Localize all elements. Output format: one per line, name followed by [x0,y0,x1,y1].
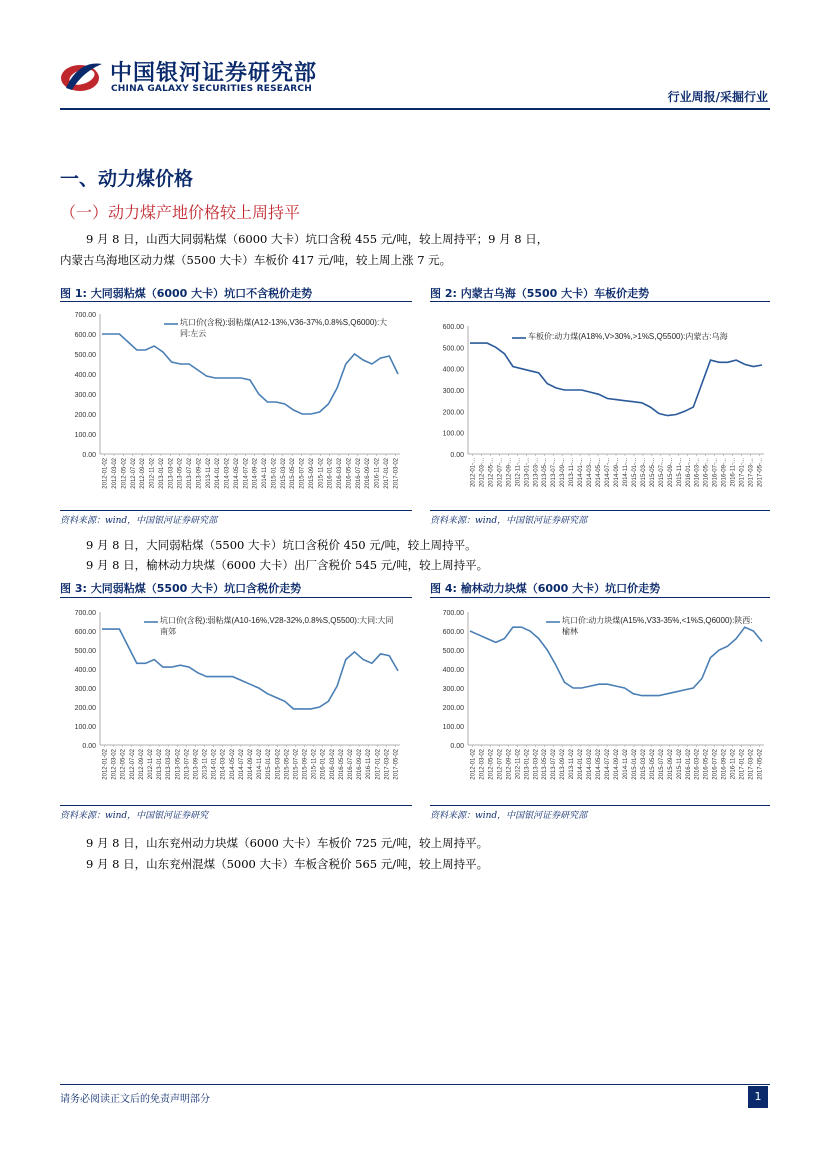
x-tick-label: 2015-03-... [640,458,647,488]
x-tick-label: 2013-01-... [524,458,531,488]
figure-1-source: 资料来源：wind，中国银河证券研究部 [60,516,218,526]
x-tick-label: 2012-03-02 [111,749,118,780]
x-tick-label: 2017-01-02 [375,749,382,780]
x-tick-label: 2014-01-02 [215,458,222,489]
y-tick-label: 100.00 [442,724,464,731]
x-tick-label: 2015-01-02 [631,749,638,780]
y-tick-label: 0.00 [450,452,464,459]
y-tick-label: 0.00 [450,743,464,750]
y-tick-label: 400.00 [442,366,464,374]
subsection-heading: （一）动力煤产地价格较上周持平 [60,203,301,222]
legend-label: 车板价:动力煤(A18%,V>30%,>1%S,Q5500):内蒙古:乌海 [528,332,728,341]
x-tick-label: 2015-03-02 [275,749,282,780]
section-heading: 一、动力煤价格 [60,168,194,190]
paragraph-1-line-1: 9 月 8 日，山西大同弱粘煤（6000 大卡）坑口含税 455 元/吨，较上周持平；9 月 8 日， [86,232,549,246]
x-tick-label: 2014-03-... [587,458,594,488]
x-tick-label: 2016-05-02 [346,458,353,489]
y-tick-label: 700.00 [74,312,96,319]
line-chart-svg [60,304,412,508]
x-tick-label: 2015-03-02 [280,458,287,489]
y-tick-label: 200.00 [74,705,96,712]
x-tick-label: 2013-11-02 [205,458,212,489]
x-tick-label: 2016-11-... [730,458,737,487]
x-tick-label: 2013-09-02 [560,749,567,780]
x-tick-label: 2017-03-... [748,458,755,488]
x-tick-label: 2013-03-... [533,458,540,488]
x-tick-label: 2012-05-02 [488,749,495,780]
figure-1-chart [60,304,412,508]
x-tick-label: 2012-09-02 [138,749,145,780]
x-tick-label: 2015-09-02 [308,458,315,489]
figure-3-title: 图 3: 大同弱粘煤（5500 大卡）坑口含税价走势 [60,582,302,595]
x-tick-label: 2013-07-02 [184,749,191,780]
y-tick-label: 400.00 [74,667,96,674]
page-number: 1 [748,1086,768,1108]
y-tick-label: 0.00 [82,743,96,750]
x-tick-label: 2013-09-... [560,458,567,488]
figure-3-source: 资料来源：wind，中国银河证券研究 [60,811,209,821]
line-chart-svg [430,304,770,508]
x-tick-label: 2013-11-... [569,458,576,487]
x-tick-label: 2016-11-02 [730,749,737,780]
x-tick-label: 2016-01-02 [685,749,692,780]
figure-2-bottom-rule [430,510,770,511]
x-tick-label: 2016-07-02 [348,749,354,780]
x-tick-label: 2015-11-02 [311,749,318,780]
y-tick-label: 200.00 [74,412,96,419]
x-tick-label: 2015-11-... [676,458,683,487]
x-tick-label: 2014-05-02 [233,458,240,489]
x-tick-label: 2017-05-02 [393,749,400,780]
x-tick-label: 2015-09-02 [302,749,309,780]
x-tick-label: 2016-07-... [712,458,719,488]
x-tick-label: 2013-07-... [551,458,558,488]
x-tick-label: 2013-03-02 [533,749,540,780]
x-tick-label: 2012-01-02 [470,749,477,780]
x-tick-label: 2015-11-02 [676,749,683,780]
x-tick-label: 2017-01-... [739,458,746,488]
x-tick-label: 2014-05-02 [596,749,603,780]
y-tick-label: 300.00 [74,686,96,693]
x-tick-label: 2016-05-02 [338,749,345,780]
paragraph-3: 9 月 8 日，榆林动力块煤（6000 大卡）出厂含税价 545 元/吨，较上周持平。 [86,558,489,572]
y-tick-label: 500.00 [442,345,464,353]
x-tick-label: 2016-09-02 [365,458,372,489]
y-tick-label: 200.00 [442,705,464,712]
x-tick-label: 2014-09-... [614,458,620,488]
x-tick-label: 2013-05-02 [542,749,549,780]
x-tick-label: 2013-09-02 [196,458,203,489]
figure-2-chart [430,304,770,508]
x-tick-label: 2017-03-02 [384,749,391,780]
x-tick-label: 2014-09-02 [252,458,259,489]
y-tick-label: 400.00 [442,667,464,674]
y-tick-label: 300.00 [74,392,96,399]
x-tick-label: 2014-01-... [578,458,585,488]
x-tick-label: 2012-01-02 [102,458,109,489]
x-tick-label: 2013-03-02 [166,749,173,780]
y-tick-label: 400.00 [74,372,96,379]
x-tick-label: 2016-01-02 [327,458,334,489]
x-tick-label: 2015-05-02 [649,749,656,780]
x-tick-label: 2015-07-02 [299,458,306,489]
x-tick-label: 2014-09-02 [248,749,254,780]
figure-4-chart [430,600,770,802]
x-tick-label: 2015-07-02 [658,749,665,780]
x-tick-label: 2013-01-02 [157,749,164,780]
x-tick-label: 2012-09-02 [506,749,513,780]
x-tick-label: 2014-01-02 [211,749,218,780]
x-tick-label: 2012-05-... [488,458,495,488]
x-tick-label: 2016-01-... [685,458,692,488]
galaxy-logo-icon [60,58,104,94]
x-tick-label: 2017-05-... [757,458,764,488]
y-tick-label: 100.00 [74,432,96,439]
legend-label: 坑口价(含税):弱粘煤(A10-16%,V28-32%,0.8%S,Q5500):大同:大同南郊 [160,616,394,636]
x-tick-label: 2015-03-02 [640,749,647,780]
figure-1-top-rule [60,301,412,302]
x-tick-label: 2014-07-... [605,458,612,488]
x-tick-label: 2016-05-... [703,458,710,488]
x-tick-label: 2015-07-02 [293,749,300,780]
x-tick-label: 2015-11-02 [318,458,325,489]
y-tick-label: 100.00 [442,430,464,438]
x-tick-label: 2016-11-02 [366,749,373,780]
x-tick-label: 2012-11-02 [148,749,154,780]
x-tick-label: 2013-11-02 [569,749,576,780]
x-tick-label: 2014-07-02 [243,458,250,489]
x-tick-label: 2013-05-02 [175,749,182,780]
x-tick-label: 2015-01-... [631,458,638,488]
x-tick-label: 2012-09-... [506,458,513,488]
x-tick-label: 2015-09-... [667,458,674,488]
x-tick-label: 2012-11-02 [149,458,156,489]
x-tick-label: 2012-07-02 [497,749,504,780]
x-tick-label: 2012-05-02 [120,749,127,780]
x-tick-label: 2013-05-... [542,458,549,488]
x-tick-label: 2016-01-02 [320,749,327,780]
x-tick-label: 2012-01-... [470,458,477,488]
paragraph-5: 9 月 8 日，山东兖州混煤（5000 大卡）车板含税价 565 元/吨，较上周持平。 [86,857,489,871]
figure-4-top-rule [430,597,770,598]
x-tick-label: 2013-03-02 [168,458,175,489]
x-tick-label: 2013-05-02 [177,458,184,489]
x-tick-label: 2015-07-... [658,458,665,488]
x-tick-label: 2012-03-02 [112,458,119,489]
x-tick-label: 2014-09-02 [614,749,620,780]
x-tick-label: 2015-05-02 [284,749,291,780]
figure-4-bottom-rule [430,805,770,806]
y-tick-label: 100.00 [74,724,96,731]
x-tick-label: 2013-11-02 [202,749,209,780]
x-tick-label: 2012-09-02 [140,458,147,489]
x-tick-label: 2015-05-... [649,458,656,488]
y-tick-label: 500.00 [74,648,96,655]
x-tick-label: 2014-03-02 [224,458,231,489]
x-tick-label: 2016-03-02 [329,749,336,780]
figure-1-bottom-rule [60,510,412,511]
x-tick-label: 2016-03-02 [337,458,344,489]
x-tick-label: 2017-05-02 [757,749,764,780]
y-tick-label: 700.00 [74,610,96,617]
x-tick-label: 2013-01-02 [158,458,165,489]
figure-3-bottom-rule [60,805,412,806]
x-tick-label: 2012-03-... [479,458,486,488]
x-tick-label: 2014-11-02 [622,749,629,780]
x-tick-label: 2015-01-02 [266,749,273,780]
x-tick-label: 2013-07-02 [551,749,558,780]
figure-1-title: 图 1: 大同弱粘煤（6000 大卡）坑口不含税价走势 [60,287,313,300]
x-tick-label: 2015-09-02 [667,749,674,780]
x-tick-label: 2016-11-02 [374,458,381,489]
x-tick-label: 2014-03-02 [220,749,227,780]
header-divider [60,108,770,110]
x-tick-label: 2012-11-... [515,458,522,487]
x-tick-label: 2016-03-... [694,458,701,488]
figure-2-top-rule [430,301,770,302]
x-tick-label: 2017-01-02 [739,749,746,780]
y-tick-label: 700.00 [442,610,464,617]
y-tick-label: 0.00 [82,452,96,459]
figure-4-title: 图 4: 榆林动力块煤（6000 大卡）坑口价走势 [430,582,661,595]
figure-3-top-rule [60,597,412,598]
x-tick-label: 2014-05-... [596,458,603,488]
paragraph-2: 9 月 8 日，大同弱粘煤（5500 大卡）坑口含税价 450 元/吨，较上周持平。 [86,538,477,552]
x-tick-label: 2016-09-02 [721,749,728,780]
line-chart-svg [60,600,412,802]
y-tick-label: 500.00 [74,352,96,359]
x-tick-label: 2015-05-02 [290,458,297,489]
page-header [60,50,770,110]
x-tick-label: 2013-01-02 [524,749,531,780]
x-tick-label: 2016-09-02 [357,749,364,780]
y-tick-label: 500.00 [442,648,464,655]
figure-2-title: 图 2: 内蒙古乌海（5500 大卡）车板价走势 [430,287,650,300]
x-tick-label: 2016-07-02 [355,458,362,489]
x-tick-label: 2015-01-02 [271,458,278,489]
figure-4-source: 资料来源：wind，中国银河证券研究部 [430,811,588,821]
x-tick-label: 2014-07-02 [238,749,245,780]
y-tick-label: 200.00 [442,409,464,417]
x-tick-label: 2014-01-02 [578,749,585,780]
legend-label: 坑口价(含税):弱粘煤(A12-13%,V36-37%,0.8%S,Q6000):大同:左云 [180,318,388,338]
x-tick-label: 2013-09-02 [193,749,200,780]
y-tick-label: 300.00 [442,388,464,395]
x-tick-label: 2014-07-02 [605,749,612,780]
x-tick-label: 2012-07-02 [130,458,137,489]
x-tick-label: 2017-03-02 [393,458,400,489]
x-tick-label: 2014-11-... [622,458,629,487]
x-tick-label: 2016-09-... [721,458,728,488]
y-tick-label: 600.00 [442,324,464,331]
y-tick-label: 600.00 [74,629,96,636]
x-tick-label: 2016-05-02 [703,749,710,780]
x-tick-label: 2012-05-02 [121,458,128,489]
figure-3-chart [60,600,412,802]
legend-label: 坑口价:动力块煤(A15%,V33-35%,<1%S,Q6000):陕西:榆林 [562,616,753,636]
x-tick-label: 2013-07-02 [187,458,194,489]
x-tick-label: 2017-03-02 [748,749,755,780]
y-tick-label: 600.00 [74,332,96,339]
figure-2-source: 资料来源：wind，中国银河证券研究部 [430,516,588,526]
paragraph-1-line-2: 内蒙古乌海地区动力煤（5500 大卡）车板价 417 元/吨，较上周上涨 7 元。 [60,253,452,267]
x-tick-label: 2014-11-02 [262,458,269,489]
x-tick-label: 2016-07-02 [712,749,719,780]
report-type-label: 行业周报/采掘行业 [667,90,768,104]
x-tick-label: 2014-03-02 [587,749,594,780]
footer-divider [60,1084,770,1085]
x-tick-label: 2012-01-02 [102,749,109,780]
x-tick-label: 2012-11-02 [515,749,522,780]
x-tick-label: 2012-07-02 [129,749,136,780]
x-tick-label: 2016-03-02 [694,749,701,780]
x-tick-label: 2014-05-02 [229,749,236,780]
x-tick-label: 2012-03-02 [479,749,486,780]
paragraph-4: 9 月 8 日，山东兖州动力块煤（6000 大卡）车板价 725 元/吨，较上周持平。 [86,836,489,850]
y-tick-label: 600.00 [442,629,464,636]
x-tick-label: 2012-07-... [497,458,504,488]
company-name-cn: 中国银河证券研究部 [110,61,318,86]
x-tick-label: 2017-01-02 [383,458,390,489]
company-name-en: CHINA GALAXY SECURITIES RESEARCH [111,84,312,94]
line-chart-svg [430,600,770,802]
disclaimer-note: 请务必阅读正文后的免责声明部分 [60,1094,210,1105]
x-tick-label: 2014-11-02 [257,749,264,780]
y-tick-label: 300.00 [442,686,464,693]
